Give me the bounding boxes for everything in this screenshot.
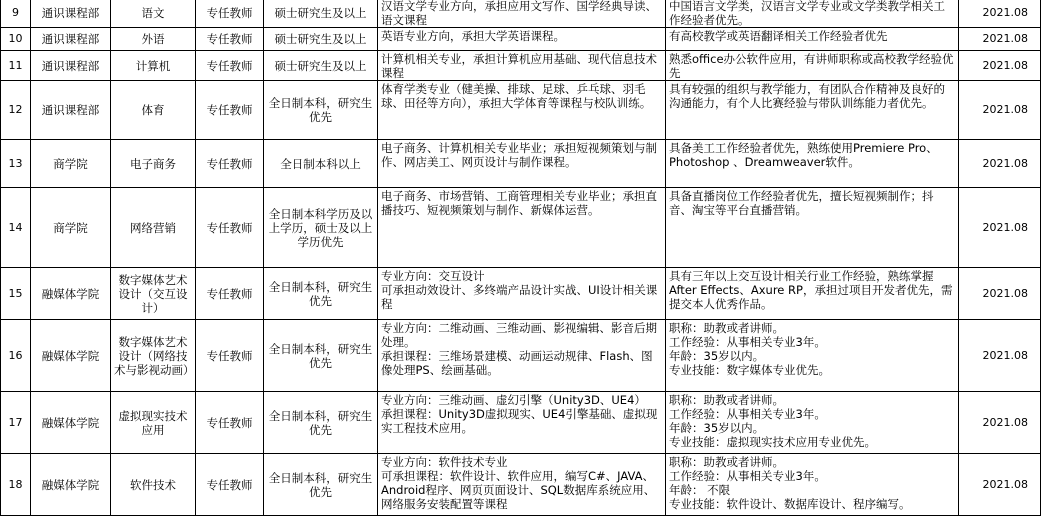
conditions-cell: 职称：助教或者讲师。 工作经验：从事相关专业3年。 年龄：35岁以内。 专业技能：虚拟现实技术应用专业优先。 [666,392,959,454]
conditions-cell: 具有三年以上交互设计相关行业工作经验，熟练掌握After Effects、Axure RP，承担过项目开发者优先，需提交本人优秀作品。 [666,268,959,320]
row-number: 18 [1,454,31,516]
conditions-cell: 具备美工工作经验者优先，熟练使用Premiere Pro、Photoshop 、Dreamweaver软件。 [666,140,959,188]
major-cell: 体育 [111,81,196,140]
department-cell: 融媒体学院 [31,320,111,392]
date-cell: 2021.08 [959,320,1041,392]
department-cell: 商学院 [31,140,111,188]
date-cell: 2021.08 [959,140,1041,188]
table-row [1,140,1041,188]
major-cell: 电子商务 [111,140,196,188]
date-cell: 2021.08 [959,392,1041,454]
date-cell: 2021.08 [959,81,1041,140]
date-cell: 2021.08 [959,28,1041,51]
education-cell: 全日制本科以上 [264,140,378,188]
row-number: 14 [1,188,31,268]
education-cell: 全日制本科学历及以上学历，硕士及以上学历优先 [264,188,378,268]
table-row [1,320,1041,392]
requirements-cell: 专业方向：二维动画、三维动画、影视编辑、影音后期处理。 承担课程：三维场景建模、动画运动规律、Flash、图像处理PS、绘画基础。 [378,320,666,392]
table-row [1,392,1041,454]
major-cell: 计算机 [111,51,196,81]
date-cell: 2021.08 [959,51,1041,81]
major-cell: 网络营销 [111,188,196,268]
row-number: 12 [1,81,31,140]
requirements-cell: 专业方向：交互设计 可承担动效设计、多终端产品设计实战、UI设计相关课程 [378,268,666,320]
major-cell: 数字媒体艺术设计（网络技术与影视动画） [111,320,196,392]
major-cell: 数字媒体艺术设计（交互设计） [111,268,196,320]
major-cell: 虚拟现实技术应用 [111,392,196,454]
table-row [1,268,1041,320]
position-cell: 专任教师 [196,0,264,28]
position-cell: 专任教师 [196,320,264,392]
requirements-cell: 专业方向：三维动画、虚幻引擎（Unity3D、UE4） 承担课程：Unity3D虚拟现实、UE4引擎基础、虚拟现实工程技术应用。 [378,392,666,454]
education-cell: 全日制本科，研究生优先 [264,392,378,454]
department-cell: 融媒体学院 [31,268,111,320]
table-row [1,454,1041,516]
education-cell: 全日制本科，研究生优先 [264,454,378,516]
row-number: 17 [1,392,31,454]
position-cell: 专任教师 [196,392,264,454]
education-cell: 全日制本科，研究生优先 [264,320,378,392]
education-cell: 全日制本科，研究生优先 [264,81,378,140]
table-row [1,28,1041,51]
department-cell: 商学院 [31,188,111,268]
education-cell: 全日制本科，研究生优先 [264,268,378,320]
department-cell: 通识课程部 [31,51,111,81]
requirements-cell: 体育学类专业（健美操、排球、足球、乒乓球、羽毛球、田径等方向），承担大学体育等课程与校队训练。 [378,81,666,140]
requirements-cell: 英语专业方向，承担大学英语课程。 [378,28,666,51]
position-cell: 专任教师 [196,188,264,268]
department-cell: 通识课程部 [31,81,111,140]
date-cell: 2021.08 [959,0,1041,28]
row-number: 10 [1,28,31,51]
position-cell: 专任教师 [196,140,264,188]
education-cell: 硕士研究生及以上 [264,51,378,81]
department-cell: 融媒体学院 [31,392,111,454]
education-cell: 硕士研究生及以上 [264,28,378,51]
conditions-cell: 中国语言文学类，汉语言文学专业或文学类教学相关工作经验者优先。 [666,0,959,28]
conditions-cell: 具有较强的组织与教学能力，有团队合作精神及良好的沟通能力，有个人比赛经验与带队训练能力者优先。 [666,81,959,140]
table-row [1,51,1041,81]
conditions-cell: 职称：助教或者讲师。 工作经验：从事相关专业3年。 年龄： 不限 专业技能：软件设计、数据库设计、程序编写。 [666,454,959,516]
date-cell: 2021.08 [959,454,1041,516]
table-row [1,188,1041,268]
department-cell: 通识课程部 [31,28,111,51]
position-cell: 专任教师 [196,454,264,516]
education-cell: 硕士研究生及以上 [264,0,378,28]
date-cell: 2021.08 [959,268,1041,320]
major-cell: 外语 [111,28,196,51]
table-row [1,81,1041,140]
conditions-cell: 有高校教学或英语翻译相关工作经验者优先 [666,28,959,51]
department-cell: 融媒体学院 [31,454,111,516]
position-cell: 专任教师 [196,51,264,81]
requirements-cell: 计算机相关专业，承担计算机应用基础、现代信息技术课程 [378,51,666,81]
conditions-cell: 具备直播岗位工作经验者优先，擅长短视频制作；抖音、淘宝等平台直播营销。 [666,188,959,268]
row-number: 13 [1,140,31,188]
row-number: 16 [1,320,31,392]
conditions-cell: 职称：助教或者讲师。 工作经验：从事相关专业3年。 年龄：35岁以内。 专业技能：数字媒体专业优先。 [666,320,959,392]
row-number: 9 [1,0,31,28]
major-cell: 软件技术 [111,454,196,516]
requirements-cell: 电子商务、计算机相关专业毕业；承担短视频策划与制作、网店美工、网页设计与制作课程。 [378,140,666,188]
requirements-cell: 电子商务、市场营销、工商管理相关专业毕业；承担直播技巧、短视频策划与制作、新媒体运营。 [378,188,666,268]
row-number: 11 [1,51,31,81]
requirements-cell: 专业方向：软件技术专业 可承担课程：软件设计、软件应用，编写C#、JAVA、Android程序、网页页面设计、SQL数据库系统应用、网络服务安装配置等课程 [378,454,666,516]
position-cell: 专任教师 [196,28,264,51]
position-cell: 专任教师 [196,81,264,140]
requirements-cell: 汉语文学专业方向，承担应用文写作、国学经典导读、语文课程 [378,0,666,28]
table-row [1,0,1041,28]
conditions-cell: 熟悉office办公软件应用，有讲师职称或高校教学经验优先 [666,51,959,81]
major-cell: 语文 [111,0,196,28]
row-number: 15 [1,268,31,320]
position-cell: 专任教师 [196,268,264,320]
department-cell: 通识课程部 [31,0,111,28]
date-cell: 2021.08 [959,188,1041,268]
